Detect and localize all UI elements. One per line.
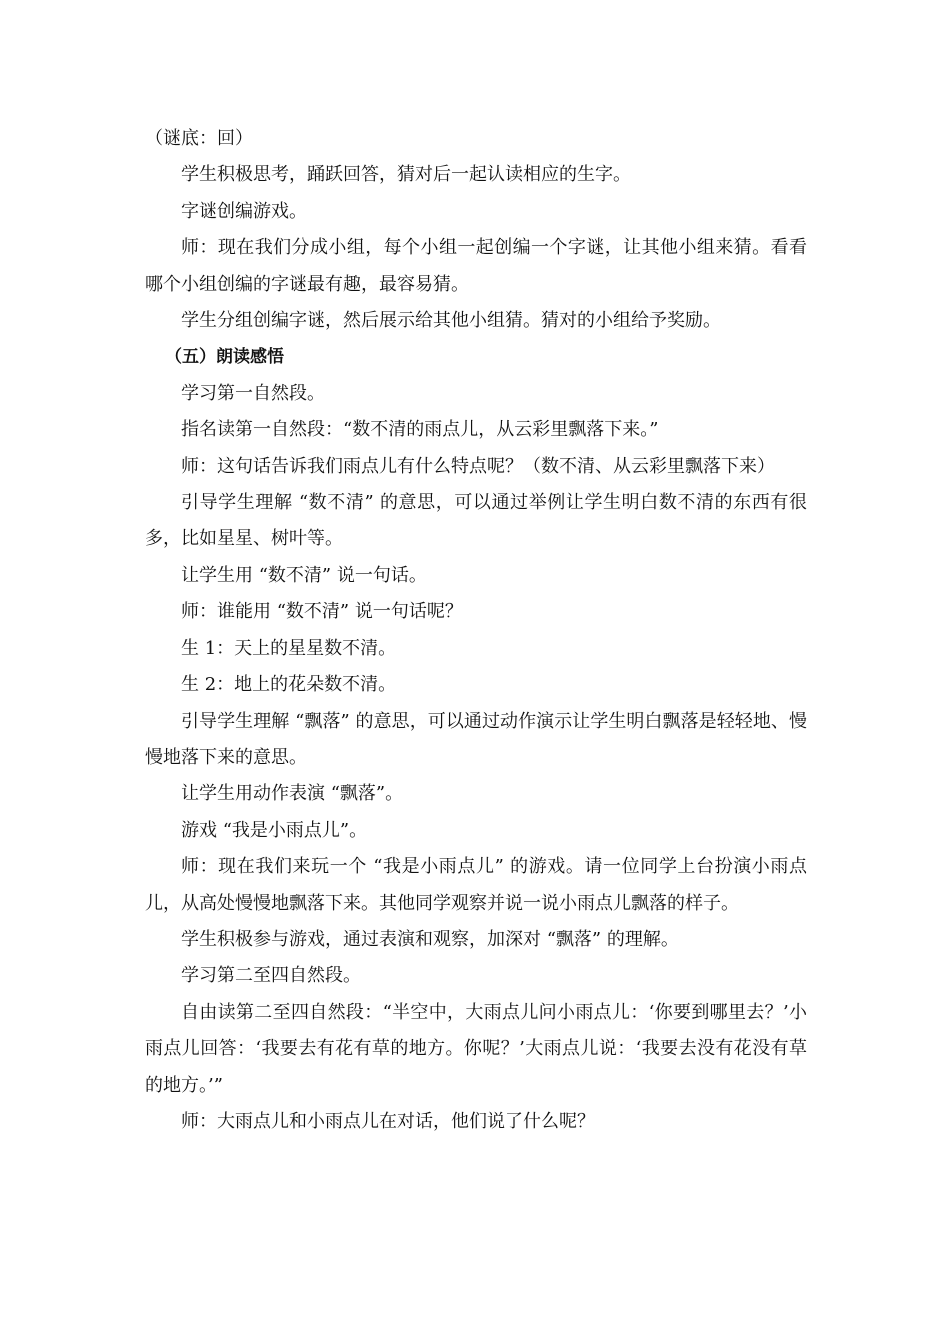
paragraph: 让学生用动作表演 “飘落”。 (181, 783, 404, 805)
paragraph: 指名读第一自然段：“数不清的雨点儿，从云彩里飘落下来。” (181, 419, 659, 441)
riddle-answer: （谜底：回） (145, 128, 253, 149)
paragraph: 师：这句话告诉我们雨点儿有什么特点呢？（数不清、从云彩里飘落下来） (181, 455, 775, 477)
paragraph: 师：现在我们来玩一个 “我是小雨点儿” 的游戏。请一位同学上台扮演小雨点儿，从高处慢慢地飘落下来。其他同学观察并说一说小雨点儿飘落的样子。 (145, 856, 807, 914)
paragraph: 学习第一自然段。 (181, 382, 325, 404)
paragraph: 学习第二至四自然段。 (181, 965, 361, 987)
paragraph: 师：现在我们分成小组，每个小组一起创编一个字谜，让其他小组来猜。看看哪个小组创编的字谜最有趣，最容易猜。 (145, 237, 807, 295)
paragraph: 师：大雨点儿和小雨点儿在对话，他们说了什么呢？ (181, 1110, 595, 1132)
paragraph: 学生积极参与游戏，通过表演和观察，加深对 “飘落” 的理解。 (181, 928, 679, 950)
paragraph: 引导学生理解 “数不清” 的意思，可以通过举例让学生明白数不清的东西有很多，比如星星、树叶等。 (145, 492, 807, 550)
paragraph: 学生分组创编字谜，然后展示给其他小组猜。猜对的小组给予奖励。 (181, 310, 721, 332)
paragraph: 自由读第二至四自然段：“半空中，大雨点儿问小雨点儿：‘你要到哪里去？’小雨点儿回答：‘我要去有花有草的地方。你呢？’大雨点儿说：‘我要去没有花没有草的地方。’” (145, 1001, 807, 1096)
section-heading: （五）朗读感悟 (165, 347, 284, 368)
paragraph: 游戏 “我是小雨点儿”。 (181, 819, 368, 841)
paragraph: 师：谁能用 “数不清” 说一句话呢？ (181, 601, 463, 623)
paragraph: 生 2：地上的花朵数不清。 (181, 674, 397, 696)
paragraph: 引导学生理解 “飘落” 的意思，可以通过动作演示让学生明白飘落是轻轻地、慢慢地落下来的意思。 (145, 710, 807, 768)
paragraph: 生 1：天上的星星数不清。 (181, 637, 397, 659)
paragraph: 让学生用 “数不清” 说一句话。 (181, 564, 427, 586)
paragraph: 字谜创编游戏。 (181, 200, 307, 222)
document-body (145, 121, 807, 1140)
paragraph: 学生积极思考，踊跃回答，猜对后一起认读相应的生字。 (181, 164, 631, 186)
